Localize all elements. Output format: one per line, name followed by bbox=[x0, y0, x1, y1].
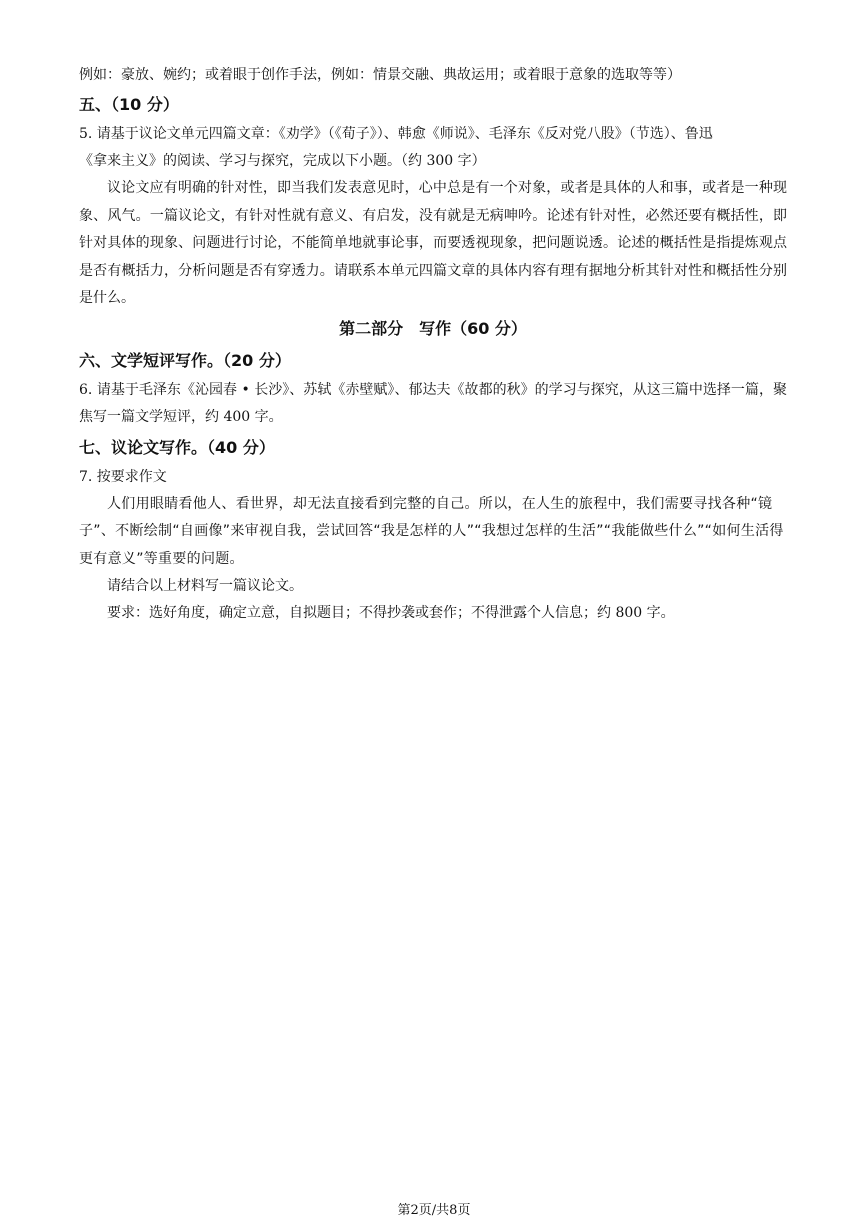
section-5-heading: 五、（10 分） bbox=[79, 95, 179, 114]
question-7-requirements: 要求：选好角度，确定立意，自拟题目；不得抄袭或套作；不得泄露个人信息；约 800 字。 bbox=[107, 605, 675, 621]
part-2-heading: 第二部分 写作（60 分） bbox=[339, 318, 527, 338]
question-4-tail: 例如：豪放、婉约；或着眼于创作手法，例如：情景交融、典故运用；或着眼于意象的选取等等） bbox=[79, 67, 681, 83]
question-6-text: 6. 请基于毛泽东《沁园春 • 长沙》、苏轼《赤壁赋》、郁达夫《故都的秋》的学习与探究，从这三篇中选择一篇，聚焦写一篇文学短评，约 400 字。 bbox=[79, 381, 787, 425]
question-5-line-2: 《拿来主义》的阅读、学习与探究，完成以下小题。（约 300 字） bbox=[79, 153, 486, 169]
exam-page bbox=[79, 62, 787, 627]
question-7-material: 人们用眼睛看他人、看世界，却无法直接看到完整的自己。所以，在人生的旅程中，我们需要寻找各种“镜子”、不断绘制“自画像”来审视自我，尝试回答“我是怎样的人”“我想过怎样的生活”“我能做些什么”“如何生活得更有意义”等重要的问题。 bbox=[79, 495, 784, 567]
question-5-line-1: 5. 请基于议论文单元四篇文章：《劝学》（《荀子》）、韩愈《师说》、毛泽东《反对党八股》（节选）、鲁迅 bbox=[79, 126, 713, 142]
question-7-title: 7. 按要求作文 bbox=[79, 468, 167, 485]
question-5-paragraph: 议论文应有明确的针对性，即当我们发表意见时，心中总是有一个对象，或者是具体的人和事，或者是一种现象、风气。一篇议论文，有针对性就有意义、有启发，没有就是无病呻吟。论述有针对性，必然还要有概括性，即针对具体的现象、问题进行讨论，不能简单地就事论事，而要透视现象，把问题说透。论述的概括性是指提炼观点是否有概括力，分析问题是否有穿透力。请联系本单元四篇文章的具体内容有理有据地分析其针对性和概括性分别是什么。 bbox=[79, 180, 787, 306]
section-7-heading: 七、议论文写作。（40 分） bbox=[79, 437, 275, 457]
section-6-heading: 六、文学短评写作。（20 分） bbox=[79, 350, 291, 370]
page-number-footer: 第2页/共8页 bbox=[397, 1203, 471, 1218]
question-7-instruction: 请结合以上材料写一篇议论文。 bbox=[107, 578, 303, 594]
